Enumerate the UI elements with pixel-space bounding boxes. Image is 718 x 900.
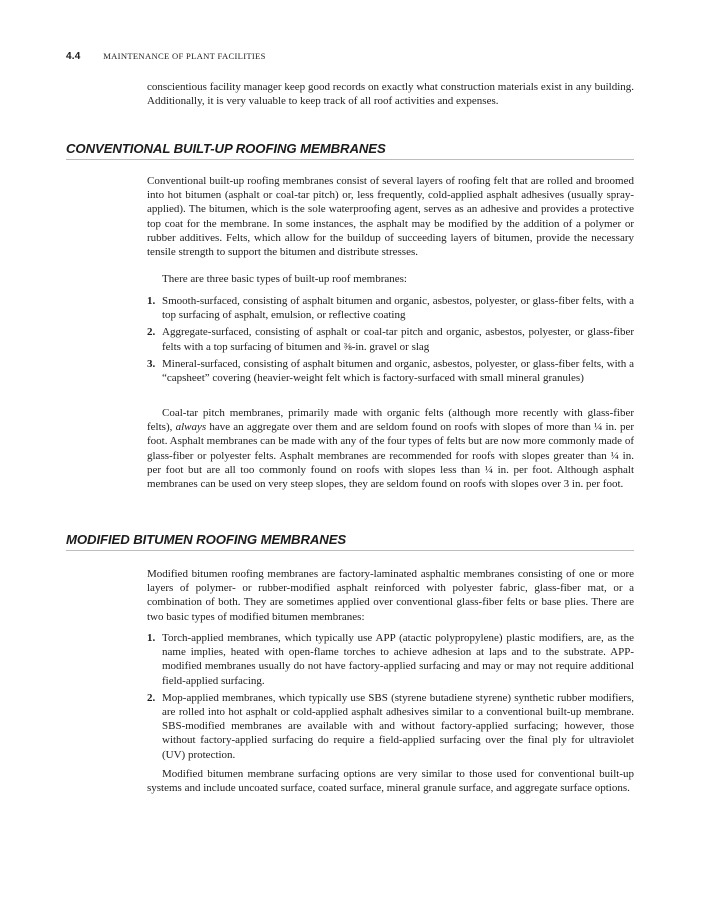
running-title: MAINTENANCE OF PLANT FACILITIES — [103, 51, 266, 61]
emphasis-always: always — [175, 421, 207, 434]
page-number: 4.4 — [66, 51, 81, 62]
list-item — [147, 325, 634, 353]
para3-text-a: Coal-tar pitch membranes, primarily made with organic felts (although more recently with glass-fiber felts), — [147, 407, 634, 434]
section2-paragraph-2: Modified bitumen membrane surfacing options are very similar to those used for conventional built-up systems and include uncoated surface, coated surface, mineral granule surface, and aggregate surface options. — [147, 768, 634, 795]
list-text: Torch-applied membranes, which typically use APP (atactic polypropylene) plastic modifiers, are, as the name implies, heated with open-flame torches to achieve adhesion at laps and to the substrate. APP-modified membranes usually do not have factory-applied surfacing and may or may not require additional field-applied surfacing. — [162, 632, 634, 687]
list-number: 2. — [147, 691, 156, 704]
list-item — [147, 631, 634, 688]
running-head — [66, 51, 266, 62]
list-number: 1. — [147, 632, 156, 644]
list-text: Mop-applied membranes, which typically use SBS (styrene butadiene styrene) synthetic rubber modifiers, are rolled into hot asphalt or cold-applied asphalt adhesives similar to a conventional built-up membrane. SBS-modified membranes are available with and without factory-applied surfacing; however, those without factory-applied surfacing do require a field-applied surfacing over the final ply for ultraviolet (UV) protection. — [162, 691, 634, 761]
list-item — [147, 357, 634, 385]
section1-paragraph-3 — [147, 406, 634, 491]
list-item — [147, 691, 634, 762]
list-text: Smooth-surfaced, consisting of asphalt bitumen and organic, asbestos, polyester, or glass-fiber felts, with a top surfacing of asphalt, emulsion, or reflective coating — [162, 295, 634, 322]
para3-text-b: have an aggregate over them and are seldom found on roofs with slopes of more than ¼ in. per foot. Asphalt membranes can be made with any of the four types of felts but are now more commonly made of glass-fiber or polyester felts. Asphalt membranes are recommended for roofs with slopes greater than ¼ in. per foot but are all too commonly found on roofs with slopes less than ¼ in. per foot. Although asphalt membranes can be used on very steep slopes, they are seldom found on roofs with slopes over 3 in. per foot. — [147, 421, 635, 491]
list-number: 3. — [147, 357, 156, 370]
built-up-types-list — [147, 294, 634, 388]
list-item — [147, 294, 634, 322]
section1-paragraph-2: There are three basic types of built-up roof membranes: — [162, 273, 407, 285]
section-heading-modified: MODIFIED BITUMEN ROOFING MEMBRANES — [66, 532, 634, 551]
section2-paragraph-1: Modified bitumen roofing membranes are factory-laminated asphaltic membranes consisting of one or more layers of polymer- or rubber-modified asphalt reinforced with polyester fabric, glass-fiber mat, or a combination of both. They are sometimes applied over conventional glass-fiber felts or base plies. There are two basic types of modified bitumen membranes: — [147, 568, 634, 623]
list-text: Aggregate-surfaced, consisting of asphalt or coal-tar pitch and organic, asbestos, polyester, or glass-fiber felts with a top surfacing of bitumen and ⅜-in. gravel or slag — [162, 326, 634, 353]
section1-paragraph-1: Conventional built-up roofing membranes consist of several layers of roofing felt that are rolled and broomed into hot bitumen (asphalt or coal-tar pitch) or, less frequently, cold-applied asphalt adhesives (usually spray-applied). The bitumen, which is the sole waterproofing agent, serves as an adhesive and provides a protective top coat for the membrane. In some instances, the asphalt may be modified by the addition of a polymer or rubber additives. Felts, which allow for the buildup of succeeding layers of bitumen, provide the necessary tensile strength to support the bitumen and distribute stresses. — [147, 175, 634, 259]
modified-bitumen-types-list — [147, 631, 634, 765]
list-number: 1. — [147, 295, 156, 307]
list-number: 2. — [147, 326, 156, 339]
intro-paragraph: conscientious facility manager keep good records on exactly what construction materials exist in any building. Additionally, it is very valuable to keep track of all roof activities and expenses. — [147, 81, 634, 108]
section-heading-conventional: CONVENTIONAL BUILT-UP ROOFING MEMBRANES — [66, 141, 634, 160]
list-text: Mineral-surfaced, consisting of asphalt bitumen and organic, asbestos, polyester, or glass-fiber felts, with a “capsheet” covering (heavier-weight felt which is factory-surfaced with small mineral granules) — [162, 357, 634, 385]
